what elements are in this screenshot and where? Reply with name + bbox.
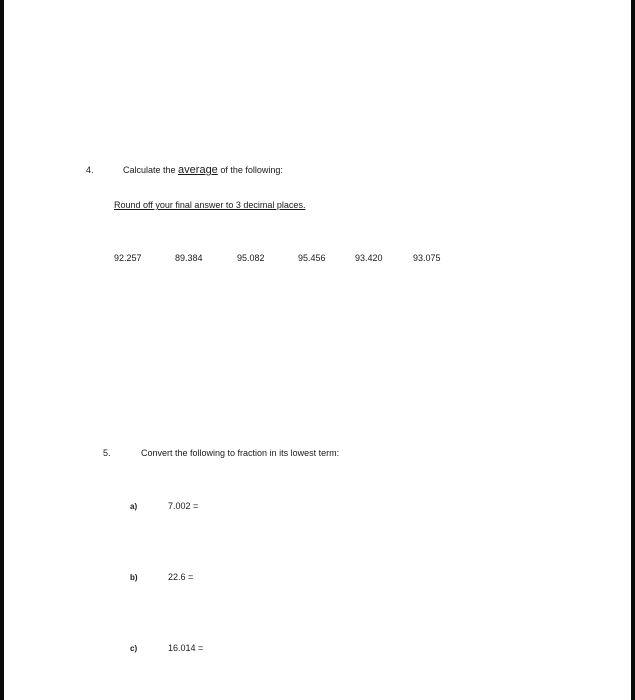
question-4-title-emphasis: average bbox=[178, 164, 218, 176]
value-5: 93.420 bbox=[355, 253, 383, 263]
question-4-title bbox=[123, 165, 283, 176]
value-1: 92.257 bbox=[114, 253, 142, 263]
question-4-instruction: Round off your final answer to 3 decimal places. bbox=[114, 200, 306, 210]
page-right-edge bbox=[631, 0, 635, 700]
part-a-label: a) bbox=[130, 502, 138, 511]
part-c-label: c) bbox=[130, 644, 138, 653]
value-2: 89.384 bbox=[175, 253, 203, 263]
part-b-expression: 22.6 = bbox=[168, 572, 194, 582]
page-left-edge bbox=[0, 0, 4, 700]
question-4-number: 4. bbox=[86, 165, 94, 175]
value-3: 95.082 bbox=[237, 253, 265, 263]
question-5-number: 5. bbox=[103, 448, 111, 458]
value-6: 93.075 bbox=[413, 253, 441, 263]
value-4: 95.456 bbox=[298, 253, 326, 263]
question-5-title: Convert the following to fraction in its lowest term: bbox=[141, 448, 340, 458]
question-4-title-prefix: Calculate the bbox=[123, 165, 179, 175]
part-c-expression: 16.014 = bbox=[168, 643, 204, 653]
question-4-values bbox=[0, 253, 635, 265]
part-a-expression: 7.002 = bbox=[168, 501, 199, 511]
part-b-label: b) bbox=[130, 573, 138, 582]
question-4-title-suffix: of the following: bbox=[217, 165, 283, 175]
